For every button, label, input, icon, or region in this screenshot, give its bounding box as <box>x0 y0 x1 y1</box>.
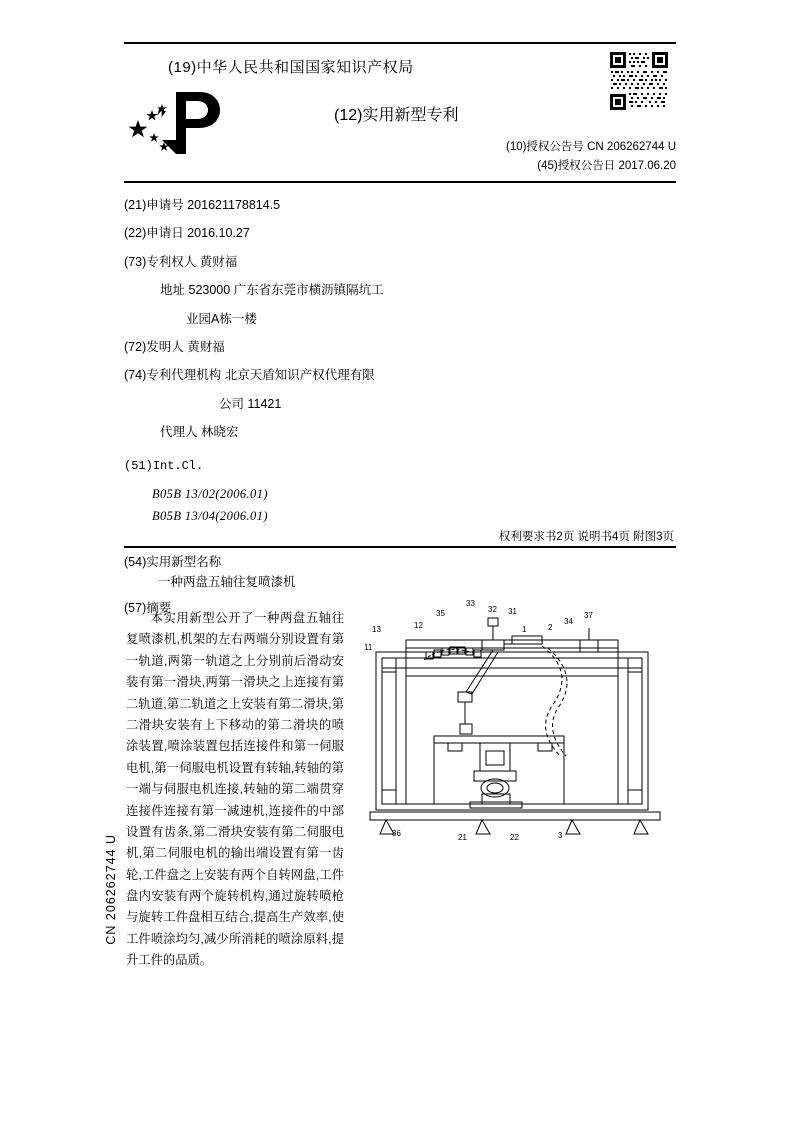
issuing-office: (19)中华人民共和国国家知识产权局 <box>168 59 414 76</box>
patent-sheet <box>96 28 704 1106</box>
agency-label: (74)专利代理机构 <box>124 368 222 383</box>
bibliographic-data <box>124 196 644 527</box>
figure-label-32: 32 <box>488 605 497 614</box>
agency-row-2 <box>124 395 644 414</box>
figure-label-22: 22 <box>510 833 519 842</box>
address-row <box>124 281 644 300</box>
figure-label-31: 31 <box>508 607 517 616</box>
address-label: 地址 <box>160 283 186 298</box>
abstract-text <box>126 608 344 972</box>
address-line-1: 523000 广东省东莞市横沥镇隔坑工 <box>188 283 384 298</box>
agent-label: 代理人 <box>160 425 198 439</box>
publication-date: (45)授权公告日 2017.06.20 <box>537 160 676 172</box>
document-header <box>124 42 676 182</box>
int-cl-entry-2: B05B 13/04(2006.01) <box>152 509 268 524</box>
abstract-section <box>124 552 676 982</box>
abstract-paragraph: 本实用新型公开了一种两盘五轴往复喷漆机,机架的左右两端分别设置有第一轨道,两第一轨道之上分别前后滑动安装有第一滑块,两第一滑块之上连接有第二轨道,第二轨道之上安装有第二滑块,第二滑块安装有上下移动的第二滑块的喷涂装置,喷涂装置包括连接件和第一伺服电机,第一伺服电机设置有转轴,转轴的第一端与伺服电机连接,转轴的第二端贯穿连接件连接有第一减速机,连接件的中部设置有齿条,第二滑块安装有第二伺服电机,第二伺服电机的输出端设置有第一齿轮,工件盘之上安装有两个自转网盘,工件盘内安装有两个旋转机构,通过旋转喷枪与旋转工件盘相互结合,提高生产效率,使工件喷涂均匀,减少所消耗的喷涂原料,提升工件的品质。 <box>126 611 344 968</box>
agency-row <box>124 366 644 385</box>
figure-label-36: 36 <box>392 829 401 838</box>
figure-label-34: 34 <box>564 617 573 626</box>
invention-name-label: (54)实用新型名称 <box>124 555 222 569</box>
figure-label-11: 11 <box>364 643 373 652</box>
application-date-row <box>124 224 644 243</box>
patentee-value: 黄财福 <box>199 254 238 269</box>
patentee-label: (73)专利权人 <box>124 254 197 269</box>
figure-label-1: 1 <box>522 625 527 634</box>
page-count-line: 权利要求书2页 说明书4页 附图3页 <box>498 531 674 543</box>
qr-code-icon <box>608 50 670 112</box>
figure-label-13: 13 <box>372 625 381 634</box>
patentee-row <box>124 253 644 272</box>
int-cl-entry-1: B05B 13/02(2006.01) <box>152 486 268 501</box>
section-rule <box>124 546 676 548</box>
inventor-label: (72)发明人 <box>124 339 184 354</box>
header-rule-bottom <box>124 181 676 183</box>
figure-label-12: 12 <box>414 621 423 630</box>
inventor-value: 黄财福 <box>187 339 225 354</box>
int-cl-row <box>124 456 644 476</box>
application-date-label: (22)申请日 <box>124 226 184 241</box>
application-number-label: (21)申请号 <box>124 198 184 212</box>
patent-drawing <box>362 596 674 876</box>
application-number-value: 201621178814.5 <box>187 198 281 212</box>
invention-name-value: 一种两盘五轴往复喷漆机 <box>158 575 296 589</box>
agent-value: 林晓宏 <box>201 425 239 439</box>
document-type: (12)实用新型专利 <box>334 107 459 124</box>
int-cl-label: (51)Int.Cl. <box>124 459 204 474</box>
figure-label-33: 33 <box>466 599 475 608</box>
cnipa-emblem-icon <box>124 86 244 166</box>
figure-label-2: 2 <box>548 623 553 632</box>
figure-label-3: 3 <box>558 831 563 840</box>
abstract-label: (57)摘要 <box>124 601 172 615</box>
agency-line-2: 公司 11421 <box>219 396 282 411</box>
address-row-2 <box>124 310 644 329</box>
figure-label-21: 21 <box>458 833 467 842</box>
publication-number: (10)授权公告号 CN 206262744 U <box>505 141 676 153</box>
header-rule-top <box>124 42 676 44</box>
agent-row <box>124 423 644 442</box>
figure-label-35: 35 <box>436 609 445 618</box>
inventor-row <box>124 338 644 357</box>
application-date-value: 2016.10.27 <box>187 226 250 241</box>
side-publication-number: CN 206262744 U <box>104 834 118 945</box>
application-number-row <box>124 196 644 215</box>
address-line-2: 业园A栋一楼 <box>186 311 257 326</box>
figure-label-37: 37 <box>584 611 593 620</box>
agency-line-1: 北京天盾知识产权代理有限 <box>224 368 375 383</box>
